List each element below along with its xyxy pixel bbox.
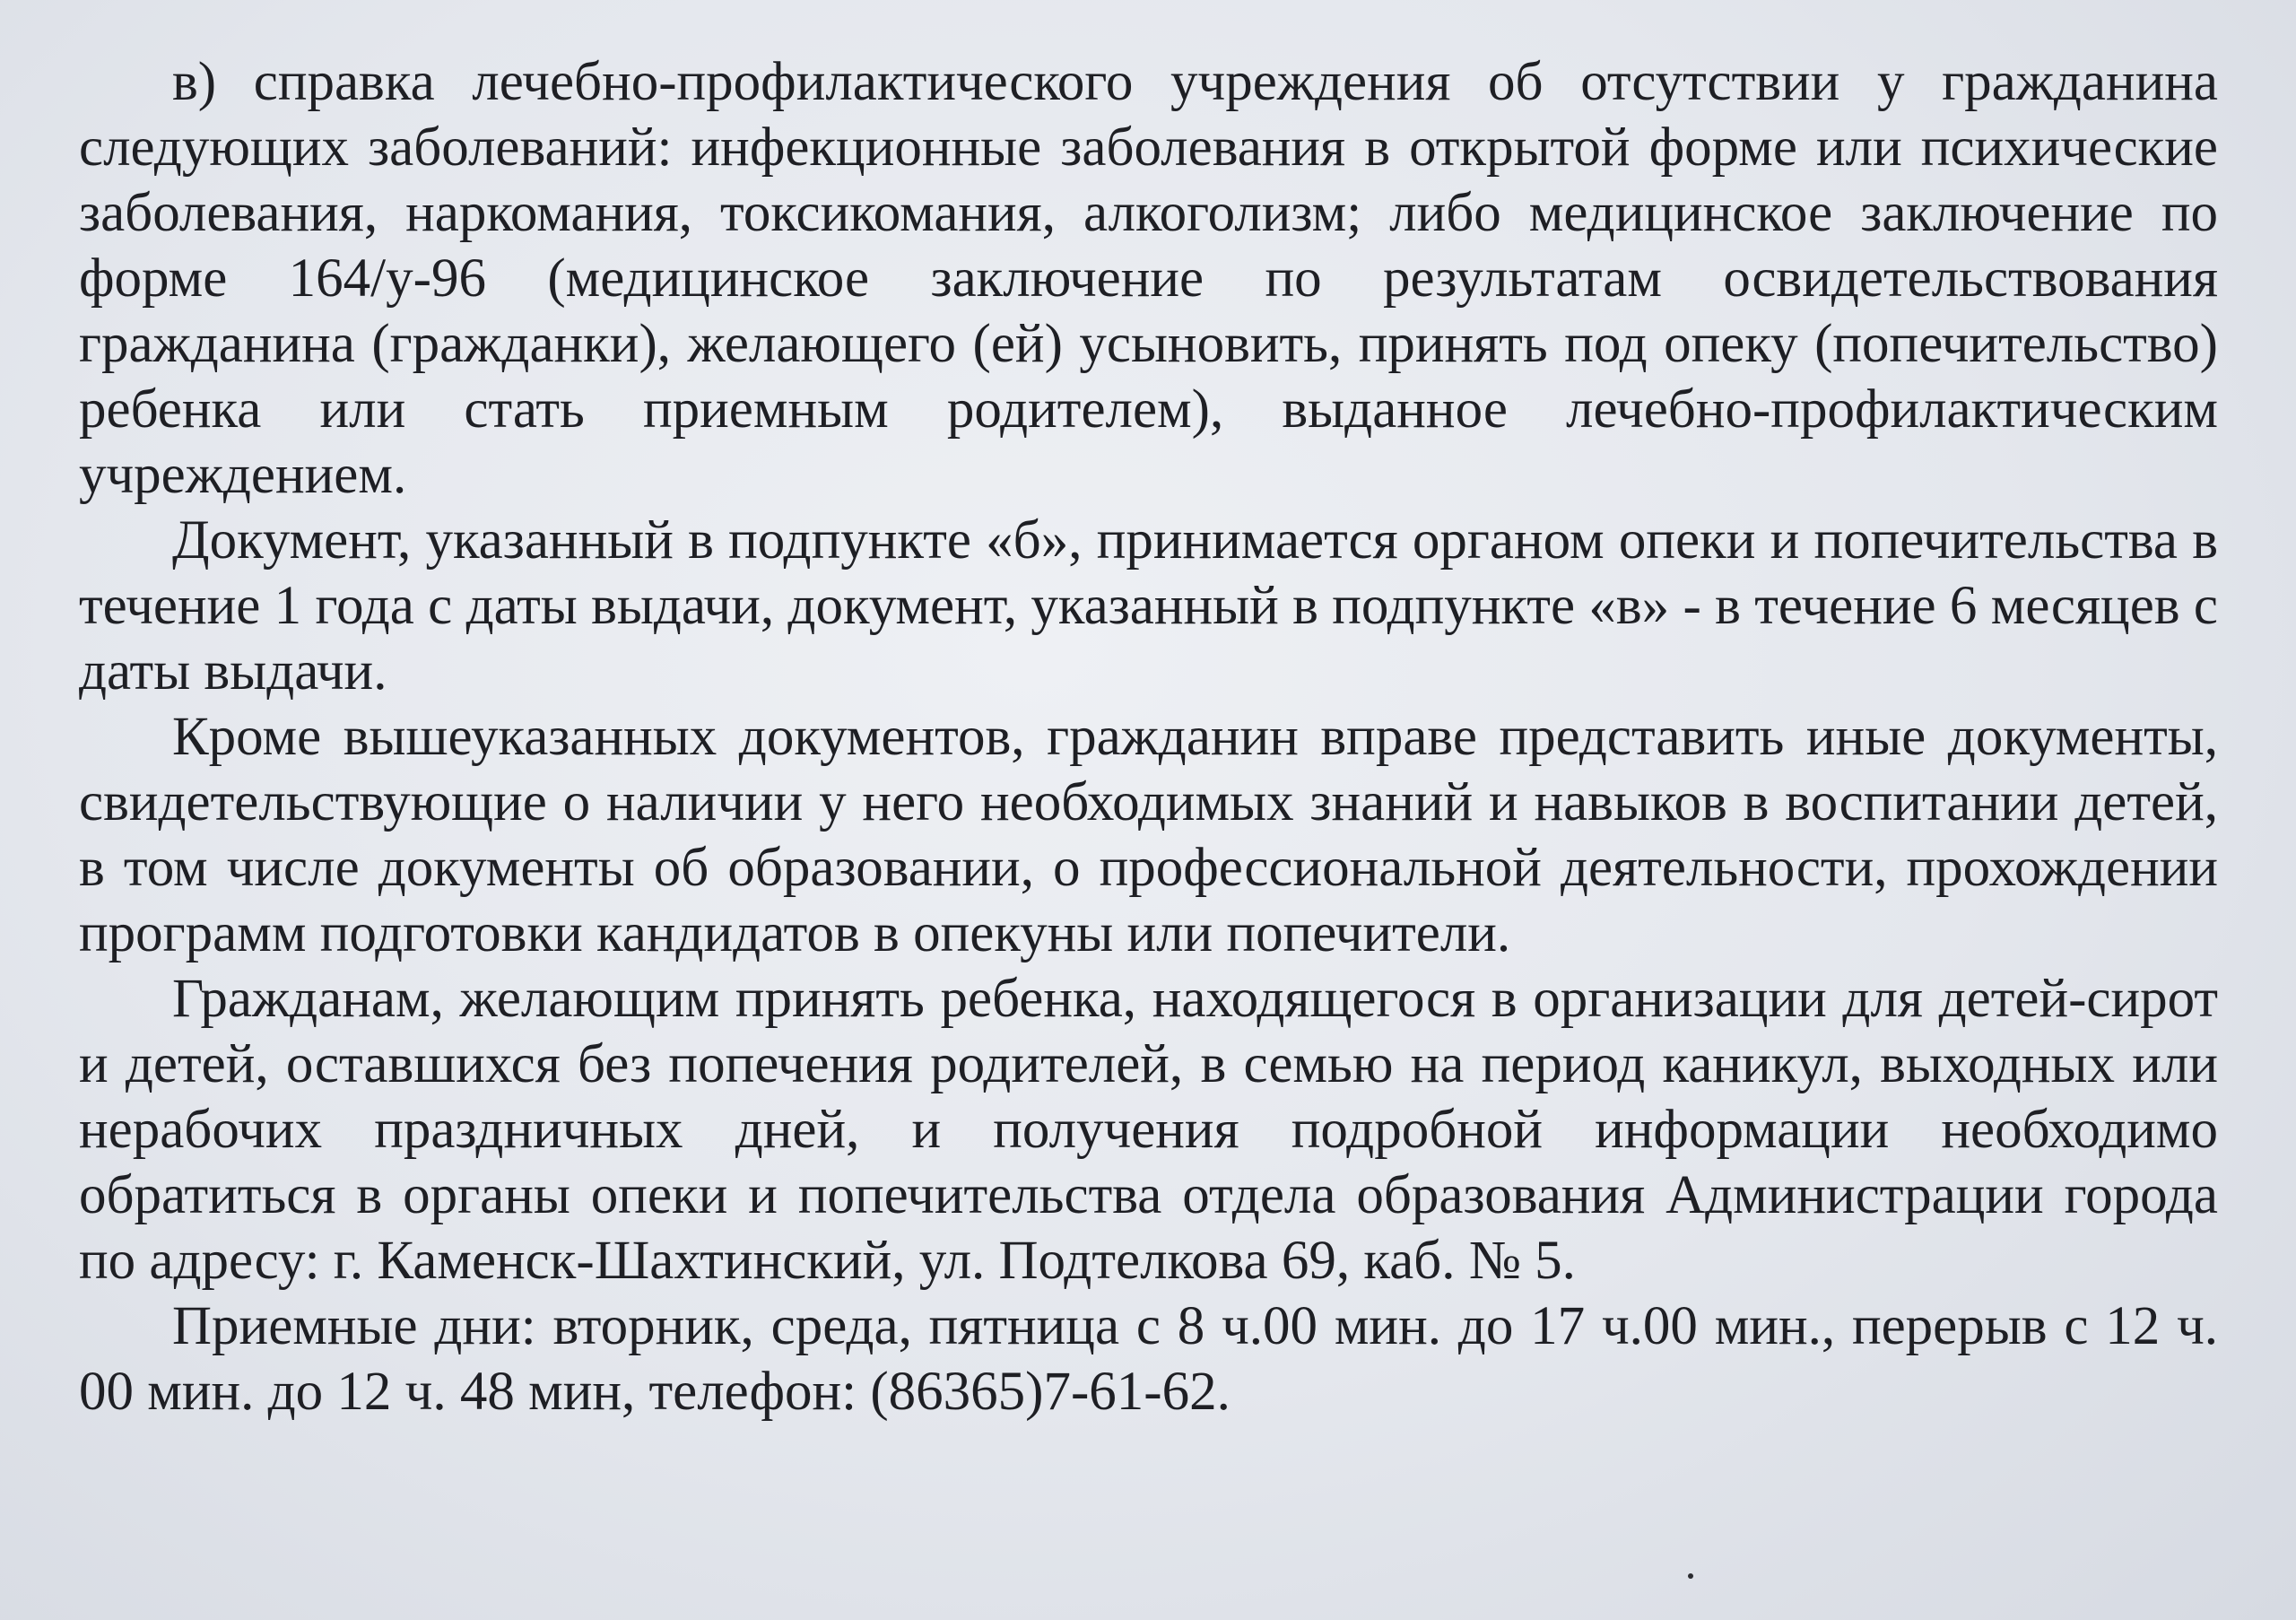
paragraph-medical-certificate: в) справка лечебно-профилактического учреждения об отсутствии у гражданина следующих заболеваний: инфекционные заболевания в открытой форме или психические заболевания, наркомания, токсикомания, алкоголизм; либо медицинское заключение по форме 164/у-96 (медицинское заключение по результатам освидетельствования гражданина (гражданки), желающего (ей) усыновить, принять под опеку (попечительство) ребенка или стать приемным родителем), выданное лечебно-профилактическим учреждением. [79,52,2218,505]
paper-speck [1688,1573,1693,1579]
paragraph-reception-hours: Приемные дни: вторник, среда, пятница с 8 ч.00 мин. до 17 ч.00 мин., перерыв с 12 ч. 00 мин. до 12 ч. 48 мин, телефон: (86365)7-61-62. [79,1296,2218,1422]
paragraph-document-validity: Документ, указанный в подпункте «б», принимается органом опеки и попечительства в течение 1 года с даты выдачи, документ, указанный в подпункте «в» - в течение 6 месяцев с даты выдачи. [79,510,2218,701]
document-page [79,49,2218,1592]
paragraph-contact-info: Гражданам, желающим принять ребенка, находящегося в организации для детей-сирот и детей, оставшихся без попечения родителей, в семью на период каникул, выходных или нерабочих праздничных дней, и получения подробной информации необходимо обратиться в органы опеки и попечительства отдела образования Администрации города по адресу: г. Каменск-Шахтинский, ул. Подтелкова 69, каб. № 5. [79,969,2218,1291]
paragraph-additional-documents: Кроме вышеуказанных документов, гражданин вправе представить иные документы, свидетельствующие о наличии у него необходимых знаний и навыков в воспитании детей, в том числе документы об образовании, о профессиональной деятельности, прохождении программ подготовки кандидатов в опекуны или попечители. [79,707,2218,963]
